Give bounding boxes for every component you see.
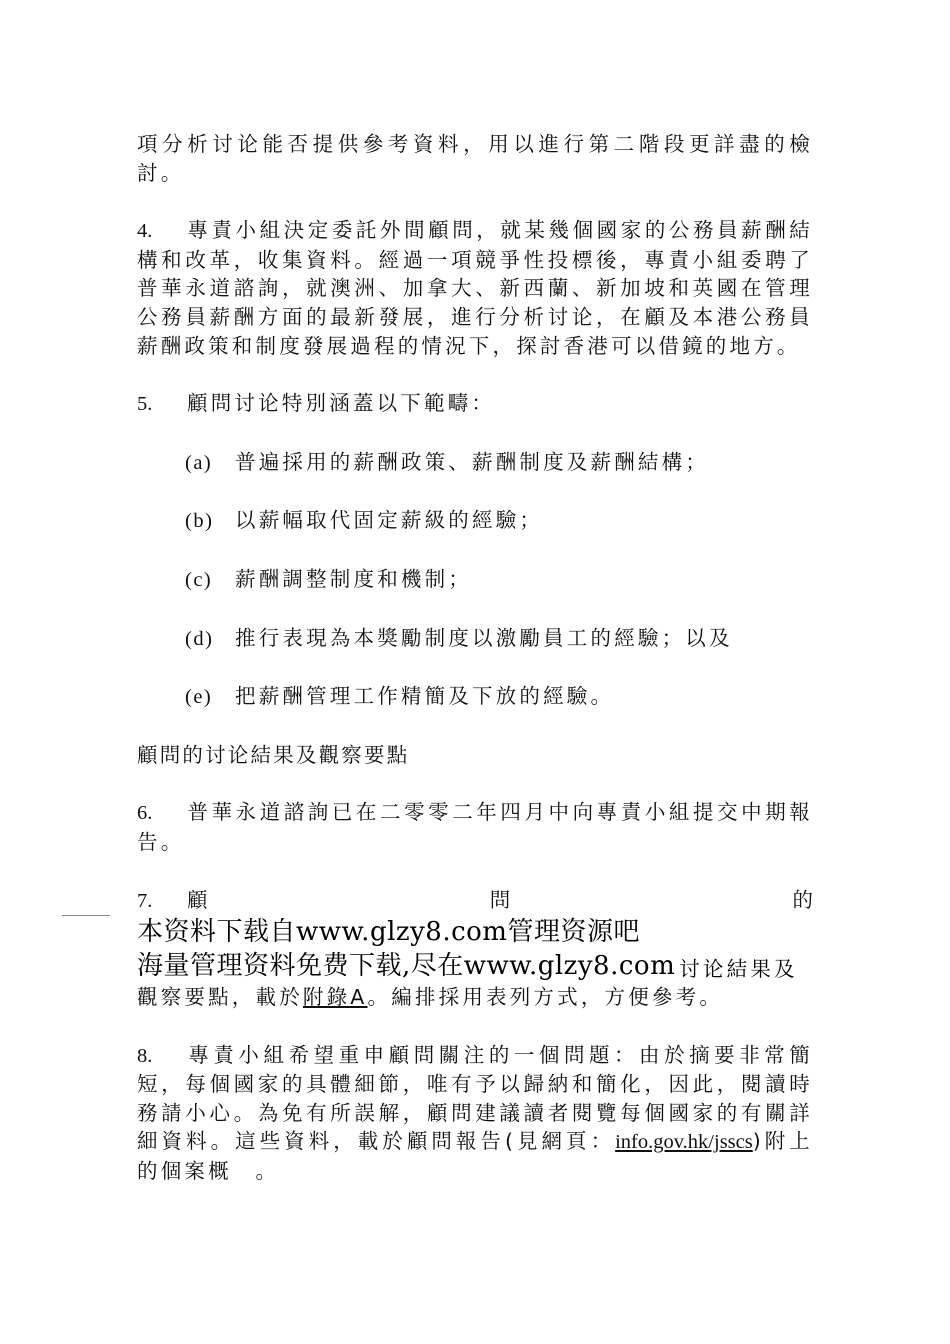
watermark-line-2-row [137,949,813,983]
paragraph-text: 。編排採用表列方式，方便參考。 [367,985,724,1010]
paragraph-7-start [137,886,208,916]
paragraph-word: 的 [792,887,813,912]
appendix-a-link[interactable]: 附錄A [302,985,368,1010]
paragraph-number: 5. [137,393,153,416]
scope-list [185,448,813,712]
paragraph-number: 4. [137,220,153,243]
watermark-line-2: 海量管理资料免费下载,尽在www.glzy8.com [137,951,676,982]
watermark-line-1: 本资料下载自www.glzy8.com管理资源吧 [137,917,640,948]
paragraph-text: 普華永道諮詢已在二零零二年四月中向專責小組提交中期報告。 [137,800,813,854]
paragraph-number: 6. [137,802,153,825]
list-item-text: 薪酬調整制度和機制； [235,566,472,591]
paragraph-7-line3 [137,983,813,1012]
list-item [185,624,813,654]
list-item-label: (c) [185,568,213,591]
paragraph-text: )附上的個案概 。 [137,1129,813,1184]
list-item [185,682,813,712]
list-item [185,506,813,536]
paragraph-intro: 項分析讨论能否提供參考資料，用以進行第二階段更詳盡的檢討。 [137,132,813,185]
paragraph-5 [137,389,813,419]
paragraph-4 [137,216,813,360]
website-link[interactable]: info.gov.hk/jsscs [615,1131,753,1154]
list-item-label: (d) [185,627,214,650]
list-item [185,448,813,478]
list-item-label: (a) [185,451,213,474]
paragraph-text: 讨论結果及 [679,957,798,982]
paragraph-number: 7. [137,889,153,912]
paragraph-6 [137,798,813,856]
paragraph-word: 問 [489,887,511,912]
list-item-text: 推行表現為本獎勵制度以激勵員工的經驗；以及 [235,625,733,650]
footnote-rule [62,915,110,916]
paragraph-8 [137,1041,813,1186]
paragraph-text: 觀察要點，載於 [137,985,303,1010]
paragraph-7-line1 [137,886,813,916]
list-item-label: (b) [185,510,214,533]
document-page [137,130,813,1186]
paragraph-word: 顧 [187,887,208,912]
list-item [185,565,813,595]
section-heading: 顧問的讨论結果及觀察要點 [137,742,410,767]
list-item-text: 把薪酬管理工作精簡及下放的經驗。 [235,684,615,709]
paragraph-text: 顧問讨论特別涵蓋以下範疇： [187,391,496,416]
paragraph-text: 專責小組希望重申顧問關注的一個問題：由於摘要非常簡短，每個國家的具體細節，唯有予以歸納和簡化，因此，閱讀時務請小心。為免有所誤解，顧問建議讀者閱覽每個國家的有關詳細資料。這些資料，載於顧問報告(見網頁： [137,1042,813,1154]
paragraph-7 [137,886,813,1012]
list-item-text: 以薪幅取代固定薪級的經驗； [235,508,544,533]
paragraph-number: 8. [137,1044,153,1067]
list-item-label: (e) [185,686,213,709]
paragraph-text: 專責小組決定委託外間顧問，就某幾個國家的公務員薪酬結構和改革，收集資料。經過一項競爭性投標後，專責小組委聘了普華永道諮詢，就澳洲、加拿大、新西蘭、新加坡和英國在管理公務員薪酬方面的最新發展，進行分析讨论，在顧及本港公務員薪酬政策和制度發展過程的情況下，探討香港可以借鏡的地方。 [137,218,813,358]
list-item-text: 普遍採用的薪酬政策、薪酬制度及薪酬結構； [235,449,709,474]
